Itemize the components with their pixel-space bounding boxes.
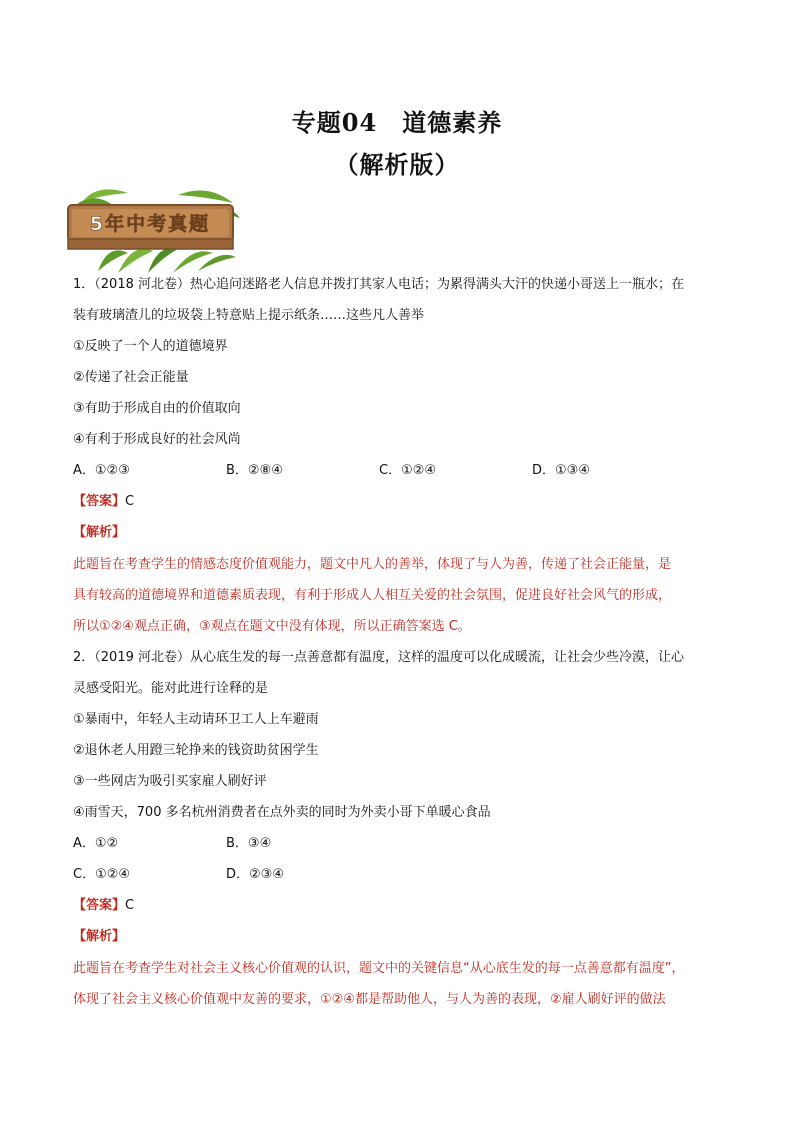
q2-option-d: D．②③④ — [226, 867, 284, 882]
q1-analysis-line2: 具有较高的道德境界和道德素质表现，有利于形成人人相互关爱的社会氛围，促进良好社会风气的形成， — [73, 588, 672, 603]
q2-option-a: A．①② — [73, 836, 119, 851]
q2-stem-line2: 灵感受阳光。能对此进行诠释的是 — [73, 681, 269, 696]
q1-analysis-label: 【解析】 — [73, 525, 126, 540]
q2-answer-value: C — [125, 898, 135, 913]
q1-stem-line2: 装有玻璃渣儿的垃圾袋上特意贴上提示纸条……这些凡人善举 — [73, 308, 425, 323]
q2-option-c: C．①②④ — [73, 867, 131, 882]
q2-item-1: ①暴雨中，年轻人主动请环卫工人上车避雨 — [73, 712, 319, 727]
q2-option-b: B．③④ — [226, 836, 272, 851]
q1-analysis-line3: 所以①②④观点正确，③观点在题文中没有体现，所以正确答案选 C。 — [73, 619, 471, 634]
q1-item-4: ④有利于形成良好的社会风尚 — [73, 432, 241, 447]
q1-item-3: ③有助于形成自由的价值取向 — [73, 401, 241, 416]
q2-analysis-label: 【解析】 — [73, 929, 126, 944]
page-subtitle: （解析版） — [334, 150, 460, 179]
q1-item-2: ②传递了社会正能量 — [73, 370, 189, 385]
q1-answer-label: 【答案】 — [73, 494, 126, 509]
q1-option-a: A．①②③ — [73, 463, 130, 478]
q2-answer — [73, 894, 134, 913]
q2-answer-label: 【答案】 — [73, 898, 126, 913]
q2-item-3: ③一些网店为吸引买家雇人刷好评 — [73, 774, 267, 789]
q1-answer — [73, 490, 134, 509]
q1-item-1: ①反映了一个人的道德境界 — [73, 339, 228, 354]
q2-analysis-line2: 体现了社会主义核心价值观中友善的要求，①②④都是帮助他人，与人为善的表现，②雇人刷好评的做法 — [73, 992, 666, 1007]
q1-stem-line1: 1．（2018 河北卷）热心追问迷路老人信息并拨打其家人电话；为累得满头大汗的快递小哥送上一瓶水；在 — [73, 277, 684, 292]
banner-image — [58, 183, 243, 275]
q2-stem-line1: 2．（2019 河北卷）从心底生发的每一点善意都有温度，这样的温度可以化成暖流，让社会少些冷漠，让心 — [73, 650, 684, 665]
q1-option-d: D．①③④ — [532, 463, 590, 478]
banner-text: 5年中考真题 — [89, 213, 211, 235]
q2-analysis-line1: 此题旨在考查学生对社会主义核心价值观的认识，题文中的关键信息“从心底生发的每一点善意都有温度”， — [73, 961, 685, 976]
q2-item-2: ②退休老人用蹬三轮挣来的钱资助贫困学生 — [73, 743, 319, 758]
q2-item-4: ④雨雪天，700 多名杭州消费者在点外卖的同时为外卖小哥下单暖心食品 — [73, 805, 491, 820]
q1-answer-value: C — [125, 494, 135, 509]
page-title: 专题04 道德素养 — [291, 108, 503, 137]
q1-option-b: B．②⑧④ — [226, 463, 283, 478]
q1-option-c: C．①②④ — [379, 463, 437, 478]
q1-analysis-line1: 此题旨在考查学生的情感态度价值观能力，题文中凡人的善举，体现了与人为善，传递了社会正能量，是 — [73, 557, 672, 572]
